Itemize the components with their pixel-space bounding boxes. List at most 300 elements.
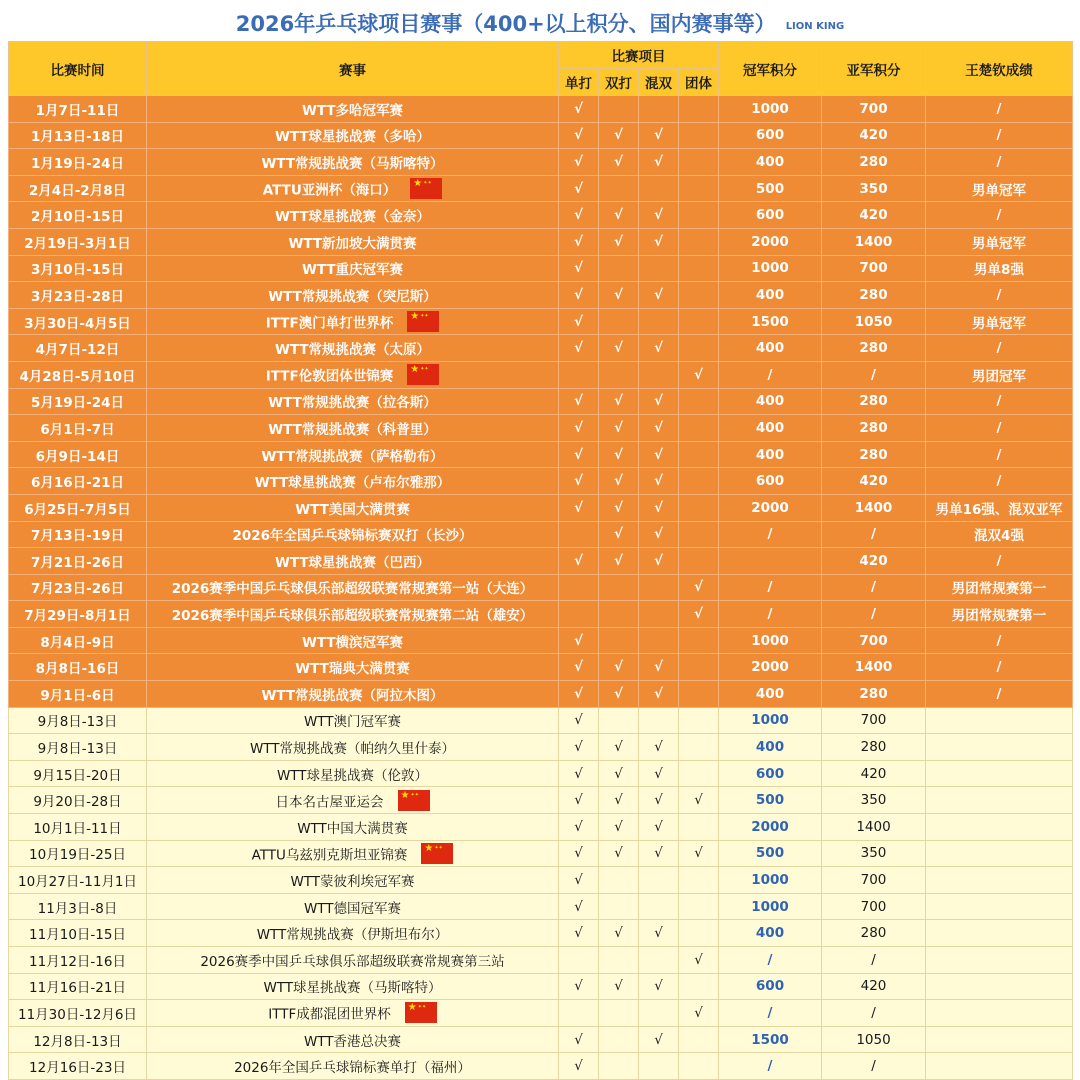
table-row bbox=[9, 388, 1073, 415]
table-row bbox=[9, 441, 1073, 468]
cell-result: 男团冠军 bbox=[926, 361, 1073, 388]
cell-date: 11月16日-21日 bbox=[9, 973, 147, 1000]
cell-result: / bbox=[926, 468, 1073, 495]
cell-result bbox=[926, 734, 1073, 761]
header-mixed: 混双 bbox=[639, 69, 679, 96]
cell-singles: √ bbox=[559, 415, 599, 442]
event-name: ITTF伦敦团体世锦赛 bbox=[265, 368, 394, 385]
cell-team bbox=[679, 255, 719, 282]
cell-doubles: √ bbox=[599, 840, 639, 867]
china-flag-icon bbox=[405, 1002, 437, 1023]
cell-champion-points: / bbox=[719, 1000, 822, 1027]
cell-doubles: √ bbox=[599, 814, 639, 841]
cell-result: / bbox=[926, 149, 1073, 176]
cell-champion-points: 2000 bbox=[719, 654, 822, 681]
cell-singles: √ bbox=[559, 255, 599, 282]
cell-event bbox=[147, 1026, 559, 1053]
cell-team bbox=[679, 867, 719, 894]
cell-team bbox=[679, 149, 719, 176]
cell-event bbox=[147, 494, 559, 521]
cell-singles: √ bbox=[559, 308, 599, 335]
cell-date: 12月8日-13日 bbox=[9, 1026, 147, 1053]
cell-champion-points bbox=[719, 548, 822, 575]
cell-event bbox=[147, 707, 559, 734]
cell-result: 男单8强 bbox=[926, 255, 1073, 282]
cell-event bbox=[147, 1053, 559, 1080]
table-row bbox=[9, 1053, 1073, 1080]
cell-singles: √ bbox=[559, 1026, 599, 1053]
cell-team: √ bbox=[679, 840, 719, 867]
cell-result bbox=[926, 1000, 1073, 1027]
cell-date: 7月29日-8月1日 bbox=[9, 601, 147, 628]
cell-team bbox=[679, 1053, 719, 1080]
cell-mixed: √ bbox=[639, 415, 679, 442]
cell-team bbox=[679, 202, 719, 229]
cell-champion-points: 400 bbox=[719, 681, 822, 708]
cell-doubles: √ bbox=[599, 734, 639, 761]
cell-champion-points: / bbox=[719, 601, 822, 628]
cell-singles: √ bbox=[559, 787, 599, 814]
event-name: WTT球星挑战赛（伦敦） bbox=[276, 767, 429, 784]
cell-team: √ bbox=[679, 787, 719, 814]
cell-mixed bbox=[639, 96, 679, 123]
cell-champion-points: 1500 bbox=[719, 308, 822, 335]
cell-runnerup-points: 280 bbox=[822, 734, 926, 761]
cell-mixed: √ bbox=[639, 920, 679, 947]
cell-mixed bbox=[639, 308, 679, 335]
cell-mixed bbox=[639, 601, 679, 628]
event-name: WTT常规挑战赛（科普里） bbox=[268, 421, 437, 438]
cell-mixed: √ bbox=[639, 335, 679, 362]
cell-date: 8月8日-16日 bbox=[9, 654, 147, 681]
china-flag-icon bbox=[421, 843, 453, 864]
cell-team bbox=[679, 175, 719, 202]
table-row bbox=[9, 840, 1073, 867]
cell-team bbox=[679, 707, 719, 734]
cell-event bbox=[147, 388, 559, 415]
cell-event bbox=[147, 228, 559, 255]
cell-doubles bbox=[599, 574, 639, 601]
cell-team bbox=[679, 122, 719, 149]
cell-runnerup-points: 700 bbox=[822, 96, 926, 123]
cell-date: 3月23日-28日 bbox=[9, 282, 147, 309]
cell-result bbox=[926, 787, 1073, 814]
page-title: 2026年乒乓球项目赛事（400+以上积分、国内赛事等） bbox=[235, 12, 776, 36]
cell-runnerup-points: / bbox=[822, 1000, 926, 1027]
cell-singles: √ bbox=[559, 867, 599, 894]
cell-champion-points: 500 bbox=[719, 787, 822, 814]
event-name: WTT美国大满贯赛 bbox=[295, 501, 410, 518]
cell-doubles: √ bbox=[599, 122, 639, 149]
cell-mixed bbox=[639, 947, 679, 974]
cell-champion-points: 2000 bbox=[719, 814, 822, 841]
table-row bbox=[9, 282, 1073, 309]
cell-runnerup-points: 420 bbox=[822, 468, 926, 495]
cell-singles bbox=[559, 1000, 599, 1027]
cell-champion-points: / bbox=[719, 1053, 822, 1080]
event-name: WTT德国冠军赛 bbox=[303, 900, 402, 917]
cell-singles: √ bbox=[559, 441, 599, 468]
cell-singles: √ bbox=[559, 654, 599, 681]
table-row bbox=[9, 361, 1073, 388]
cell-champion-points: 1000 bbox=[719, 255, 822, 282]
event-name: WTT常规挑战赛（阿拉木图） bbox=[261, 687, 444, 704]
cell-runnerup-points: 700 bbox=[822, 707, 926, 734]
table-row bbox=[9, 1000, 1073, 1027]
table-row bbox=[9, 627, 1073, 654]
cell-runnerup-points: / bbox=[822, 947, 926, 974]
event-name: WTT中国大满贯赛 bbox=[297, 820, 408, 837]
cell-champion-points: 2000 bbox=[719, 228, 822, 255]
cell-doubles bbox=[599, 308, 639, 335]
cell-mixed bbox=[639, 1000, 679, 1027]
cell-mixed: √ bbox=[639, 228, 679, 255]
cell-mixed: √ bbox=[639, 681, 679, 708]
cell-event bbox=[147, 175, 559, 202]
cell-result: 男单冠军 bbox=[926, 175, 1073, 202]
cell-mixed bbox=[639, 361, 679, 388]
cell-date: 10月1日-11日 bbox=[9, 814, 147, 841]
cell-result: / bbox=[926, 654, 1073, 681]
cell-champion-points: 1000 bbox=[719, 867, 822, 894]
event-name: WTT常规挑战赛（帕纳久里什泰） bbox=[249, 741, 456, 758]
event-name: WTT香港总决赛 bbox=[303, 1033, 402, 1050]
cell-team bbox=[679, 494, 719, 521]
cell-date: 2月10日-15日 bbox=[9, 202, 147, 229]
cell-mixed: √ bbox=[639, 548, 679, 575]
event-name: 2026赛季中国乒乓球俱乐部超级联赛常规赛第二站（雄安） bbox=[171, 608, 534, 625]
cell-team bbox=[679, 308, 719, 335]
cell-date: 11月3日-8日 bbox=[9, 893, 147, 920]
cell-date: 4月7日-12日 bbox=[9, 335, 147, 362]
cell-doubles: √ bbox=[599, 681, 639, 708]
cell-champion-points: 500 bbox=[719, 175, 822, 202]
china-flag-icon bbox=[410, 178, 442, 199]
cell-singles: √ bbox=[559, 734, 599, 761]
cell-result: 男团常规赛第一 bbox=[926, 601, 1073, 628]
cell-event bbox=[147, 787, 559, 814]
cell-date: 8月4日-9日 bbox=[9, 627, 147, 654]
cell-singles: √ bbox=[559, 920, 599, 947]
table-row bbox=[9, 308, 1073, 335]
cell-doubles: √ bbox=[599, 149, 639, 176]
cell-runnerup-points: 350 bbox=[822, 787, 926, 814]
cell-doubles bbox=[599, 1000, 639, 1027]
cell-team: √ bbox=[679, 361, 719, 388]
cell-singles: √ bbox=[559, 175, 599, 202]
cell-runnerup-points: / bbox=[822, 601, 926, 628]
cell-doubles: √ bbox=[599, 494, 639, 521]
cell-runnerup-points: 280 bbox=[822, 441, 926, 468]
cell-result: / bbox=[926, 202, 1073, 229]
event-name: ITTF成都混团世界杯 bbox=[268, 1006, 391, 1023]
event-name: WTT常规挑战赛（伊斯坦布尔） bbox=[256, 927, 449, 944]
cell-date: 9月20日-28日 bbox=[9, 787, 147, 814]
event-name: WTT球星挑战赛（金奈） bbox=[274, 209, 431, 226]
cell-runnerup-points: 280 bbox=[822, 149, 926, 176]
cell-doubles: √ bbox=[599, 441, 639, 468]
china-flag-icon bbox=[407, 311, 439, 332]
cell-doubles bbox=[599, 255, 639, 282]
cell-runnerup-points: 280 bbox=[822, 335, 926, 362]
cell-singles: √ bbox=[559, 814, 599, 841]
cell-doubles: √ bbox=[599, 548, 639, 575]
cell-doubles bbox=[599, 707, 639, 734]
cell-mixed: √ bbox=[639, 494, 679, 521]
cell-date: 2月19日-3月1日 bbox=[9, 228, 147, 255]
cell-result bbox=[926, 707, 1073, 734]
cell-champion-points: 600 bbox=[719, 468, 822, 495]
table-row bbox=[9, 867, 1073, 894]
header-result: 王楚钦成绩 bbox=[926, 42, 1073, 96]
cell-champion-points: 600 bbox=[719, 122, 822, 149]
cell-team bbox=[679, 228, 719, 255]
event-name: 日本名古屋亚运会 bbox=[275, 794, 384, 811]
table-row bbox=[9, 149, 1073, 176]
cell-singles: √ bbox=[559, 627, 599, 654]
cell-date: 9月15日-20日 bbox=[9, 760, 147, 787]
cell-result bbox=[926, 867, 1073, 894]
cell-doubles: √ bbox=[599, 521, 639, 548]
table-row bbox=[9, 973, 1073, 1000]
cell-runnerup-points: 280 bbox=[822, 415, 926, 442]
cell-mixed bbox=[639, 627, 679, 654]
header-team: 团体 bbox=[679, 69, 719, 96]
cell-team bbox=[679, 388, 719, 415]
cell-result: / bbox=[926, 441, 1073, 468]
cell-event bbox=[147, 441, 559, 468]
cell-singles bbox=[559, 361, 599, 388]
cell-mixed bbox=[639, 1053, 679, 1080]
cell-champion-points: 600 bbox=[719, 760, 822, 787]
china-flag-icon bbox=[398, 790, 430, 811]
event-name: WTT常规挑战赛（萨格勒布） bbox=[261, 448, 444, 465]
cell-event bbox=[147, 255, 559, 282]
cell-date: 11月12日-16日 bbox=[9, 947, 147, 974]
table-row bbox=[9, 707, 1073, 734]
cell-event bbox=[147, 973, 559, 1000]
cell-champion-points: 1000 bbox=[719, 96, 822, 123]
cell-team bbox=[679, 973, 719, 1000]
cell-team: √ bbox=[679, 574, 719, 601]
cell-singles: √ bbox=[559, 681, 599, 708]
cell-date: 6月16日-21日 bbox=[9, 468, 147, 495]
table-row bbox=[9, 228, 1073, 255]
cell-runnerup-points: / bbox=[822, 361, 926, 388]
cell-runnerup-points: / bbox=[822, 574, 926, 601]
cell-mixed: √ bbox=[639, 840, 679, 867]
cell-team: √ bbox=[679, 601, 719, 628]
cell-doubles bbox=[599, 867, 639, 894]
cell-mixed: √ bbox=[639, 973, 679, 1000]
cell-event bbox=[147, 893, 559, 920]
table-row bbox=[9, 1026, 1073, 1053]
cell-champion-points: 600 bbox=[719, 202, 822, 229]
cell-result: / bbox=[926, 282, 1073, 309]
cell-doubles: √ bbox=[599, 202, 639, 229]
table-row bbox=[9, 920, 1073, 947]
table-row bbox=[9, 335, 1073, 362]
cell-doubles: √ bbox=[599, 335, 639, 362]
cell-mixed: √ bbox=[639, 734, 679, 761]
header-date: 比赛时间 bbox=[9, 42, 147, 96]
cell-result: 男单16强、混双亚军 bbox=[926, 494, 1073, 521]
cell-team bbox=[679, 441, 719, 468]
schedule-table bbox=[8, 41, 1073, 1080]
cell-doubles: √ bbox=[599, 388, 639, 415]
cell-event bbox=[147, 947, 559, 974]
cell-event bbox=[147, 601, 559, 628]
cell-runnerup-points: / bbox=[822, 1053, 926, 1080]
cell-event bbox=[147, 627, 559, 654]
cell-result: 男单冠军 bbox=[926, 228, 1073, 255]
cell-date: 11月30日-12月6日 bbox=[9, 1000, 147, 1027]
table-row bbox=[9, 468, 1073, 495]
cell-doubles bbox=[599, 175, 639, 202]
event-name: WTT常规挑战赛（突尼斯） bbox=[268, 288, 437, 305]
cell-champion-points: 600 bbox=[719, 973, 822, 1000]
event-name: WTT常规挑战赛（马斯喀特） bbox=[261, 155, 444, 172]
event-name: WTT球星挑战赛（马斯喀特） bbox=[263, 980, 442, 997]
cell-runnerup-points: 1400 bbox=[822, 654, 926, 681]
cell-doubles bbox=[599, 1026, 639, 1053]
table-row bbox=[9, 548, 1073, 575]
cell-team bbox=[679, 814, 719, 841]
cell-team bbox=[679, 282, 719, 309]
cell-result bbox=[926, 973, 1073, 1000]
cell-date: 1月19日-24日 bbox=[9, 149, 147, 176]
cell-date: 1月7日-11日 bbox=[9, 96, 147, 123]
cell-team bbox=[679, 920, 719, 947]
cell-result: 男单冠军 bbox=[926, 308, 1073, 335]
cell-event bbox=[147, 574, 559, 601]
cell-doubles: √ bbox=[599, 415, 639, 442]
cell-singles: √ bbox=[559, 840, 599, 867]
cell-date: 3月30日-4月5日 bbox=[9, 308, 147, 335]
cell-result: / bbox=[926, 548, 1073, 575]
cell-team bbox=[679, 468, 719, 495]
cell-champion-points: 2000 bbox=[719, 494, 822, 521]
cell-event bbox=[147, 814, 559, 841]
cell-doubles bbox=[599, 601, 639, 628]
table-row bbox=[9, 787, 1073, 814]
cell-event bbox=[147, 734, 559, 761]
table-row bbox=[9, 96, 1073, 123]
cell-doubles: √ bbox=[599, 654, 639, 681]
table-row bbox=[9, 681, 1073, 708]
cell-date: 10月19日-25日 bbox=[9, 840, 147, 867]
cell-event bbox=[147, 654, 559, 681]
cell-singles: √ bbox=[559, 282, 599, 309]
header-champion-points: 冠军积分 bbox=[719, 42, 822, 96]
cell-runnerup-points: 1400 bbox=[822, 814, 926, 841]
cell-result: / bbox=[926, 415, 1073, 442]
event-name: WTT澳门冠军赛 bbox=[303, 714, 402, 731]
cell-date: 9月8日-13日 bbox=[9, 707, 147, 734]
table-row bbox=[9, 521, 1073, 548]
title-bar bbox=[8, 6, 1072, 40]
cell-result bbox=[926, 760, 1073, 787]
header-items: 比赛项目 bbox=[559, 42, 719, 69]
cell-mixed: √ bbox=[639, 388, 679, 415]
cell-doubles: √ bbox=[599, 228, 639, 255]
cell-event bbox=[147, 920, 559, 947]
cell-singles: √ bbox=[559, 893, 599, 920]
cell-team bbox=[679, 760, 719, 787]
cell-team: √ bbox=[679, 1000, 719, 1027]
cell-doubles bbox=[599, 627, 639, 654]
cell-doubles: √ bbox=[599, 787, 639, 814]
cell-runnerup-points: 280 bbox=[822, 681, 926, 708]
event-name: 2026年全国乒乓球锦标赛双打（长沙） bbox=[232, 528, 473, 545]
cell-mixed bbox=[639, 707, 679, 734]
cell-mixed bbox=[639, 175, 679, 202]
table-row bbox=[9, 574, 1073, 601]
cell-result: 混双4强 bbox=[926, 521, 1073, 548]
event-name: WTT多哈冠军赛 bbox=[301, 102, 404, 119]
cell-team bbox=[679, 96, 719, 123]
cell-doubles bbox=[599, 361, 639, 388]
cell-champion-points: 400 bbox=[719, 734, 822, 761]
cell-singles: √ bbox=[559, 760, 599, 787]
cell-singles bbox=[559, 601, 599, 628]
cell-runnerup-points: / bbox=[822, 521, 926, 548]
cell-date: 1月13日-18日 bbox=[9, 122, 147, 149]
cell-singles: √ bbox=[559, 707, 599, 734]
cell-team bbox=[679, 548, 719, 575]
event-name: 2026赛季中国乒乓球俱乐部超级联赛常规赛第一站（大连） bbox=[171, 581, 534, 598]
cell-event bbox=[147, 122, 559, 149]
cell-runnerup-points: 1050 bbox=[822, 308, 926, 335]
cell-mixed: √ bbox=[639, 787, 679, 814]
cell-mixed bbox=[639, 867, 679, 894]
table-row bbox=[9, 893, 1073, 920]
cell-doubles bbox=[599, 893, 639, 920]
cell-mixed: √ bbox=[639, 122, 679, 149]
china-flag-icon bbox=[407, 364, 439, 385]
cell-doubles: √ bbox=[599, 920, 639, 947]
event-name: ITTF澳门单打世界杯 bbox=[265, 315, 394, 332]
cell-runnerup-points: 280 bbox=[822, 920, 926, 947]
cell-date: 10月27日-11月1日 bbox=[9, 867, 147, 894]
cell-result bbox=[926, 840, 1073, 867]
cell-singles: √ bbox=[559, 96, 599, 123]
table-row bbox=[9, 175, 1073, 202]
cell-date: 6月9日-14日 bbox=[9, 441, 147, 468]
cell-team bbox=[679, 415, 719, 442]
event-name: WTT球星挑战赛（卢布尔雅那） bbox=[254, 475, 451, 492]
event-name: WTT瑞典大满贯赛 bbox=[295, 661, 410, 678]
event-name: WTT球星挑战赛（巴西） bbox=[274, 554, 431, 571]
cell-event bbox=[147, 282, 559, 309]
cell-event bbox=[147, 681, 559, 708]
cell-runnerup-points: 700 bbox=[822, 255, 926, 282]
cell-doubles bbox=[599, 96, 639, 123]
cell-runnerup-points: 420 bbox=[822, 760, 926, 787]
cell-result: 男团常规赛第一 bbox=[926, 574, 1073, 601]
cell-mixed: √ bbox=[639, 468, 679, 495]
cell-team bbox=[679, 335, 719, 362]
event-name: WTT横滨冠军赛 bbox=[301, 634, 404, 651]
cell-event bbox=[147, 468, 559, 495]
cell-result: / bbox=[926, 388, 1073, 415]
cell-runnerup-points: 420 bbox=[822, 548, 926, 575]
table-row bbox=[9, 601, 1073, 628]
cell-event bbox=[147, 335, 559, 362]
header-event: 赛事 bbox=[147, 42, 559, 96]
cell-doubles bbox=[599, 947, 639, 974]
cell-result bbox=[926, 814, 1073, 841]
